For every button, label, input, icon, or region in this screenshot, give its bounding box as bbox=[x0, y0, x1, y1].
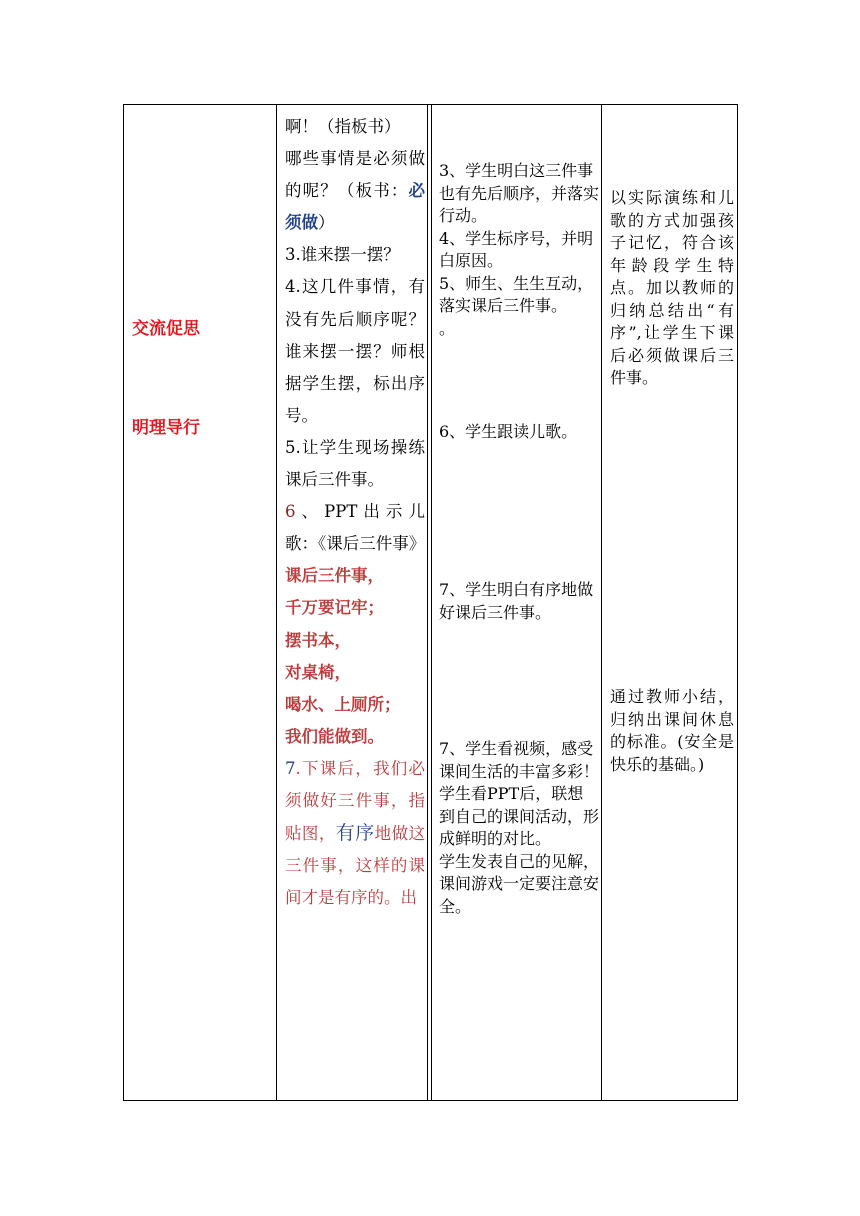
process-line: 5.让学生现场操练课后三件事。 bbox=[285, 437, 425, 490]
process-text: 地做这三件事，这样的课间才是有序的。出 bbox=[285, 824, 425, 908]
process-line: 啊！（指板书） bbox=[285, 117, 401, 136]
poem-line: 我们能做到。 bbox=[285, 726, 384, 746]
student-activity-block bbox=[439, 579, 599, 624]
process-text: ） bbox=[318, 213, 335, 233]
activity-item: 7、学生看视频，感受课间生活的丰富多彩！ bbox=[439, 739, 600, 781]
step-number: 6 bbox=[285, 502, 296, 522]
process-text: 、PPT出示儿歌：《课后三件事》 bbox=[285, 502, 426, 554]
poem-line: 对桌椅， bbox=[285, 662, 351, 682]
process-line bbox=[285, 753, 425, 914]
process-line bbox=[285, 496, 425, 560]
activity-item: 3、学生明白这三件事也有先后顺序，并落实行动。 bbox=[439, 161, 600, 225]
activity-item: 6、学生跟读儿歌。 bbox=[439, 422, 578, 441]
poem-line: 喝水、上厕所； bbox=[285, 694, 401, 714]
stage-title: 明理导行 bbox=[132, 418, 200, 438]
teaching-process-column bbox=[285, 111, 425, 914]
process-line: 4.这几件事情，有没有先后顺序呢？ 谁来摆一摆？师根据学生摆，标出序号。 bbox=[285, 277, 425, 425]
emphasis-text: 有序 bbox=[335, 822, 375, 845]
stage-title: 交流促思 bbox=[132, 319, 200, 339]
process-text: 哪些事情是必须做的呢？（板书： bbox=[285, 149, 425, 201]
intent-text: 通过教师小结，归纳出课间休息的标准。(安全是快乐的基础。) bbox=[610, 687, 734, 774]
activity-item: 7、学生明白有序地做好课后三件事。 bbox=[439, 580, 594, 622]
poem-line: 千万要记牢； bbox=[285, 598, 384, 618]
process-text: .下课后，我们必须做好三件事，指贴图， bbox=[285, 758, 425, 844]
design-intent-block bbox=[610, 686, 734, 776]
activity-item: 4、学生标序号，并明白原因。 bbox=[439, 228, 594, 270]
process-line bbox=[285, 143, 425, 239]
poem-line: 摆书本， bbox=[285, 630, 351, 650]
process-line: 3.谁来摆一摆？ bbox=[285, 245, 400, 265]
step-number: 7 bbox=[285, 758, 296, 778]
design-intent-block bbox=[610, 187, 734, 390]
lesson-plan-table bbox=[123, 104, 738, 1101]
activity-item: 。 bbox=[439, 318, 456, 338]
intent-text: 以实际演练和儿歌的方式加强孩子记忆，符合该年龄段学生特点。加以教师的归纳总结出“有序”,让学生下课后必须做课后三件事。 bbox=[610, 188, 734, 387]
student-activity-block bbox=[439, 738, 599, 918]
student-activity-block bbox=[439, 421, 599, 444]
board-note: 必须做 bbox=[285, 181, 425, 233]
column-divider-double bbox=[427, 105, 432, 1100]
activity-item: 学生发表自己的见解，课间游戏一定要注意安全。 bbox=[439, 851, 600, 916]
poem-line: 课后三件事， bbox=[285, 566, 384, 586]
column-divider bbox=[601, 105, 602, 1100]
column-divider bbox=[276, 105, 277, 1100]
activity-item: 5、师生、生生互动，落实课后三件事。 bbox=[439, 273, 594, 315]
student-activity-block bbox=[439, 160, 599, 340]
activity-item: 学生看PPT后，联想到自己的课间活动，形成鲜明的对比。 bbox=[439, 784, 600, 848]
